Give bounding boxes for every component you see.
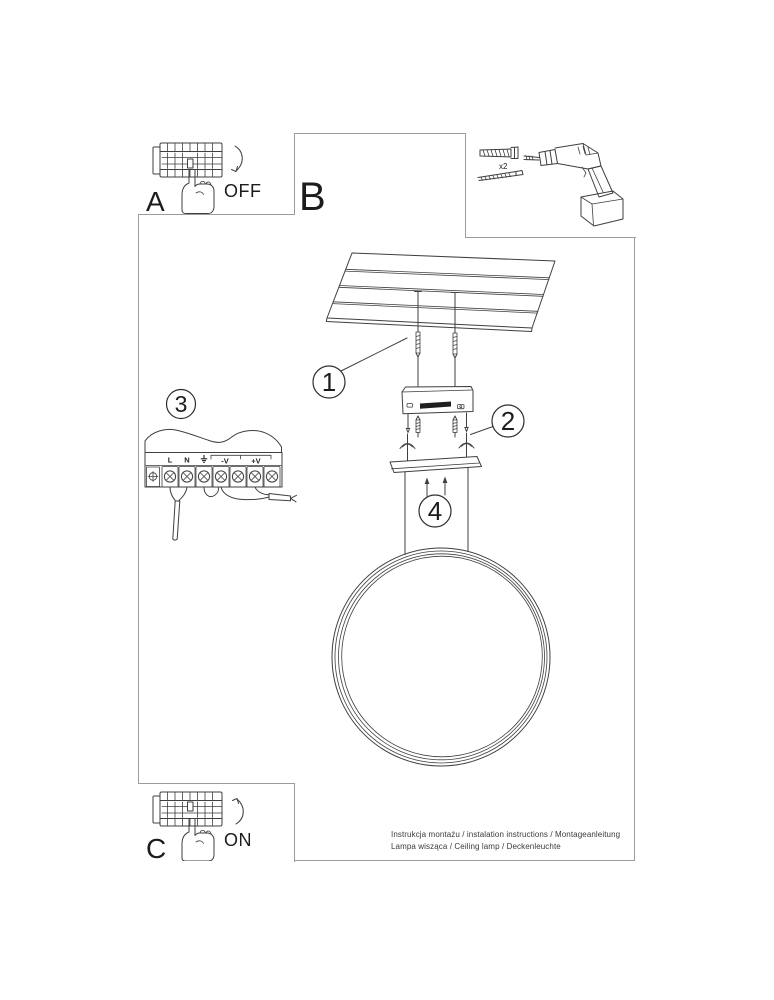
up-arrow-left (425, 478, 430, 497)
canopy-cover-plate (390, 433, 482, 473)
output-wires (221, 487, 297, 502)
panel-c-switch-on (138, 783, 295, 862)
step4-badge (419, 495, 451, 527)
step3-badge (167, 390, 196, 419)
hanger-pin-right (465, 413, 469, 432)
terminal-label-live: L (167, 455, 173, 465)
on-label: ON (224, 830, 252, 850)
ground-wire-loop (204, 487, 218, 497)
hanger-pin-left (406, 414, 410, 433)
pressing-hand-icon (182, 819, 214, 861)
power-supply-drawing (145, 429, 297, 540)
terminal-screws (162, 467, 280, 488)
canopy-bracket-drawing (402, 387, 473, 414)
earth-ground-icon (201, 455, 207, 462)
step4-number: 4 (427, 496, 443, 526)
terminal-label-neg: -V (221, 456, 229, 466)
panel-a-label: A (146, 186, 165, 215)
chassis-ground-icon (147, 467, 160, 487)
ceiling-screw-right (452, 293, 459, 387)
off-label: OFF (224, 181, 262, 201)
panel-b-label: B (299, 175, 326, 219)
voltage-bracket (211, 455, 271, 459)
terminal-label-pos: +V (251, 456, 261, 466)
step3-number: 3 (174, 391, 188, 417)
step1-badge (313, 338, 407, 398)
step1-number: 1 (321, 367, 337, 397)
step2-badge (471, 405, 525, 437)
canopy-screw-right (453, 416, 457, 437)
canopy-screw-left (416, 416, 420, 437)
terminal-label-neutral: N (184, 455, 190, 465)
mains-wires (170, 487, 187, 540)
ring-lamp-drawing (332, 548, 550, 766)
caption-line-2: Lampa wisząca / Ceiling lamp / Deckenleuchte (391, 842, 561, 851)
circuit-breaker-strip-icon (153, 792, 222, 826)
psu-mesh-cover (145, 429, 282, 452)
dowel-quantity-label: x2 (499, 162, 508, 171)
up-arrow-right (443, 477, 448, 496)
caption-line-1: Instrukcja montażu / instalation instructions / Montageanleitung (391, 830, 621, 839)
breaker-on-drawing (138, 784, 295, 861)
panel-c-label: C (146, 833, 167, 861)
step2-number: 2 (500, 406, 516, 436)
caption-block (391, 829, 620, 853)
main-installation-diagram (138, 133, 635, 861)
arrow-up-icon (233, 799, 244, 825)
ceiling-panel-drawing (326, 253, 555, 332)
